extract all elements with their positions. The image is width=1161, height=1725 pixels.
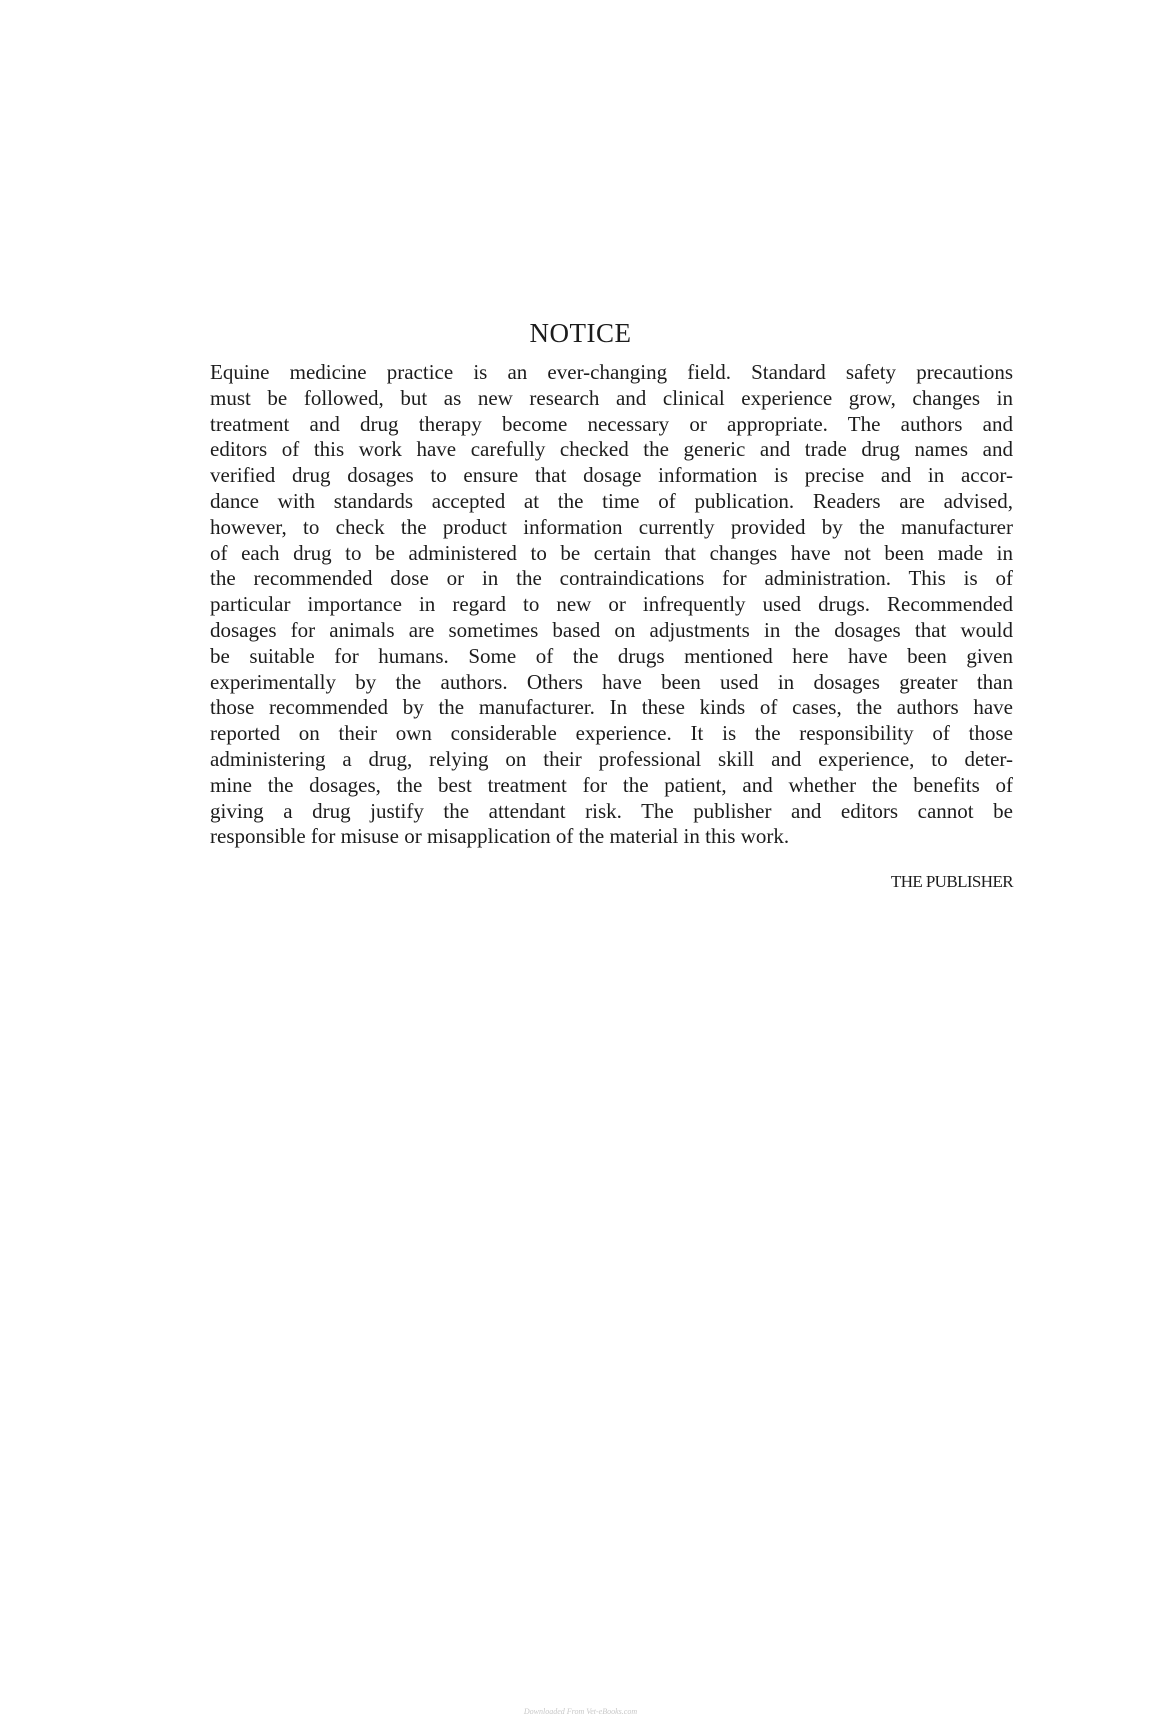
notice-line: administering a drug, relying on their professional skill and experience, to deter- (210, 746, 1013, 771)
notice-title: NOTICE (529, 318, 632, 348)
notice-line: editors of this work have carefully checked the generic and trade drug names and (210, 437, 1013, 462)
notice-line: dosages for animals are sometimes based on adjustments in the dosages that would (210, 617, 1013, 642)
notice-line: Equine medicine practice is an ever-changing field. Standard safety precautions (210, 360, 1013, 384)
notice-line: the recommended dose or in the contraindications for administration. This is of (210, 566, 1013, 591)
notice-line: dance with standards accepted at the time of publication. Readers are advised, (210, 488, 1013, 513)
notice-line: must be followed, but as new research and clinical experience grow, changes in (210, 385, 1013, 410)
notice-line: giving a drug justify the attendant risk. The publisher and editors cannot be (210, 798, 1013, 823)
notice-line: treatment and drug therapy become necessary or appropriate. The authors and (210, 411, 1013, 436)
publisher-signature: THE PUBLISHER (890, 872, 1013, 891)
notice-line: be suitable for humans. Some of the drugs mentioned here have been given (210, 643, 1013, 668)
notice-line-last: responsible for misuse or misapplication of the material in this work. (210, 824, 790, 849)
footer-download-credit: Downloaded From Vet-eBooks.com (523, 1707, 638, 1716)
notice-line: of each drug to be administered to be certain that changes have not been made in (210, 540, 1013, 565)
notice-line: mine the dosages, the best treatment for the patient, and whether the benefits of (210, 772, 1013, 797)
notice-line: reported on their own considerable experience. It is the responsibility of those (210, 721, 1013, 746)
notice-line: experimentally by the authors. Others have been used in dosages greater than (210, 669, 1013, 694)
notice-line: those recommended by the manufacturer. In these kinds of cases, the authors have (210, 695, 1013, 720)
notice-line: however, to check the product information currently provided by the manufacturer (210, 514, 1013, 539)
notice-line: particular importance in regard to new or infrequently used drugs. Recommended (210, 592, 1013, 617)
notice-line: verified drug dosages to ensure that dosage information is precise and in accor- (210, 463, 1013, 488)
notice-body (210, 360, 1013, 850)
